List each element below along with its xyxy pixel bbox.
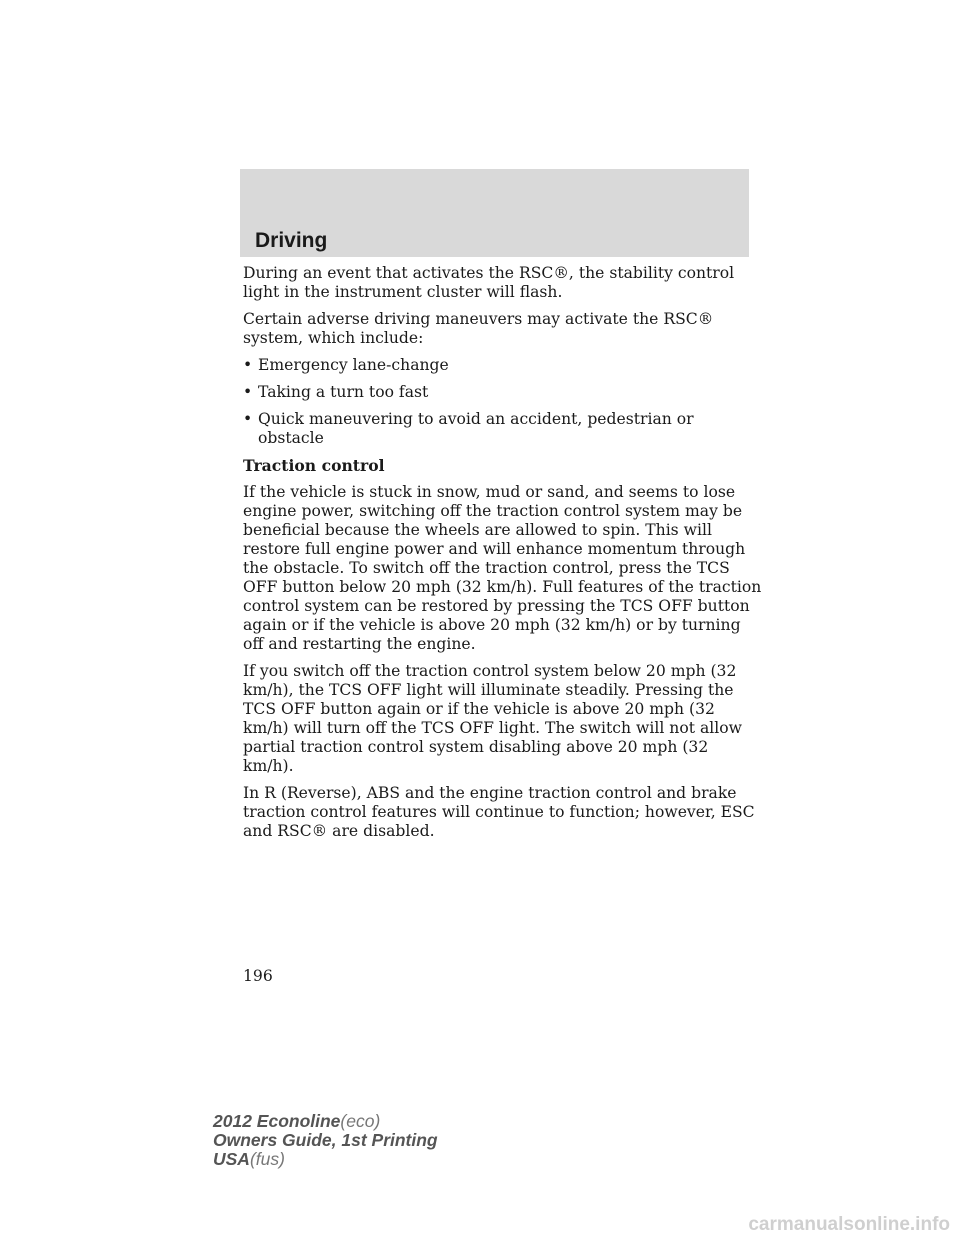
list-item (243, 383, 763, 402)
paragraph-rsc-maneuvers: Certain adverse driving maneuvers may activate the RSC® system, which include: (243, 310, 714, 347)
footer-market: USA (213, 1149, 250, 1169)
section-title: Driving (255, 229, 328, 252)
paragraph-tcs-light: If you switch off the traction control system below 20 mph (32 km/h), the TCS OFF light will illuminate steadily. Pressing the TCS OFF button again or if the vehicle is above 20 mph (32 km/h) will turn off the TCS OFF light. The switch will not allow partial traction control system disabling above 20 mph (32 km/h). (243, 662, 742, 775)
page-content (243, 264, 763, 849)
page-number: 196 (243, 967, 273, 985)
footer-model: 2012 Econoline (213, 1111, 341, 1131)
list-item-text: Taking a turn too fast (258, 383, 429, 401)
list-item (243, 410, 763, 448)
watermark: carmanualsonline.info (748, 1214, 950, 1235)
footer-model-code: (eco) (340, 1111, 381, 1131)
paragraph-rsc-light: During an event that activates the RSC®, the stability control light in the instrument cluster will flash. (243, 264, 735, 301)
document-footer (213, 1112, 438, 1169)
footer-line-market (213, 1150, 438, 1169)
bullet-glyph: • (243, 356, 253, 374)
bullet-glyph: • (243, 383, 253, 401)
footer-market-code: (fus) (249, 1149, 285, 1169)
footer-edition: Owners Guide, 1st Printing (213, 1130, 438, 1150)
subheading-traction-control: Traction control (243, 456, 385, 475)
paragraph-reverse: In R (Reverse), ABS and the engine traction control and brake traction control features will continue to function; however, ESC and RSC® are disabled. (243, 784, 755, 840)
footer-line-model (213, 1112, 438, 1131)
paragraph-traction-off: If the vehicle is stuck in snow, mud or sand, and seems to lose engine power, switching off the traction control system may be beneficial because the wheels are allowed to spin. This will restore full engine power and will enhance momentum through the obstacle. To switch off the traction control, press the TCS OFF button below 20 mph (32 km/h). Full features of the traction control system can be restored by pressing the TCS OFF button again or if the vehicle is above 20 mph (32 km/h) or by turning off and restarting the engine. (243, 483, 762, 653)
bullet-glyph: • (243, 410, 253, 428)
maneuver-list (243, 356, 763, 448)
list-item (243, 356, 763, 375)
list-item-text: Quick maneuvering to avoid an accident, pedestrian or obstacle (258, 410, 694, 447)
list-item-text: Emergency lane-change (258, 356, 449, 374)
footer-line-edition (213, 1131, 438, 1150)
